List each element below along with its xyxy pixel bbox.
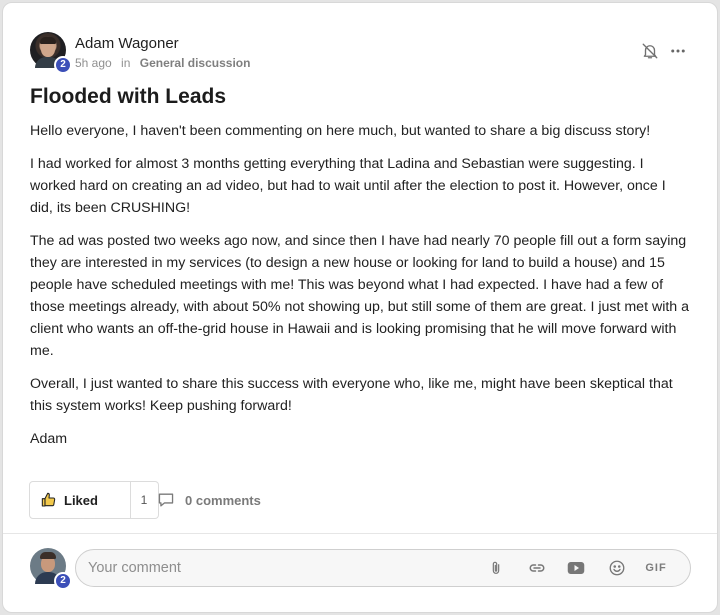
thumbs-up-icon <box>41 492 57 508</box>
link-icon[interactable] <box>527 559 547 577</box>
attachment-icon[interactable] <box>486 559 506 577</box>
comment-box[interactable] <box>75 549 691 587</box>
comment-input[interactable] <box>88 550 468 586</box>
avatar-hair <box>40 552 56 559</box>
like-label: Liked <box>64 492 98 508</box>
post-card <box>2 2 718 613</box>
current-user-avatar[interactable] <box>30 548 66 584</box>
emoji-icon[interactable] <box>607 559 627 577</box>
more-options-icon[interactable] <box>669 42 687 60</box>
section-divider <box>3 533 717 534</box>
post-title: Flooded with Leads <box>30 85 227 108</box>
current-user-level-badge: 2 <box>54 572 72 590</box>
post-paragraph: The ad was posted two weeks ago now, and since then I have had nearly 70 people fill out a form saying they are interested in my services (to design a new house or looking for land to build a house) and 15 people have scheduled meetings with me! This was beyond what I had expected. I have had a few of those meetings already, with about 50% not showing up, but still some of them are great. I just met with a client who wants an off-the-grid house in Hawaii and is looking promising that he will move forward with me. <box>30 233 690 359</box>
post-header <box>30 32 687 72</box>
meta-in-word: in <box>121 56 131 70</box>
post-paragraph: I had worked for almost 3 months getting everything that Ladina and Sebastian were suggesting. I worked hard on creating an ad video, but had to wait until after the election to post it. However, once I did, its been CRUSHING! <box>30 156 666 216</box>
post-category[interactable]: General discussion <box>139 56 251 70</box>
post-body <box>30 120 690 461</box>
author-avatar[interactable] <box>30 32 66 68</box>
comments-button[interactable] <box>157 481 277 519</box>
author-name[interactable]: Adam Wagoner <box>75 35 179 52</box>
like-count[interactable]: 1 <box>130 481 159 519</box>
post-meta <box>75 56 250 70</box>
comment-composer <box>30 548 687 588</box>
author-level-badge: 2 <box>54 56 72 74</box>
like-button[interactable] <box>29 481 131 519</box>
bell-icon[interactable] <box>641 42 659 60</box>
post-timestamp: 5h ago <box>75 56 112 70</box>
gif-button[interactable]: GIF <box>645 562 667 574</box>
comment-bubble-icon <box>157 492 175 508</box>
post-signature: Adam <box>30 431 68 447</box>
post-paragraph: Overall, I just wanted to share this success with everyone who, like me, might have been skeptical that this system works! Keep pushing forward! <box>30 376 673 414</box>
comments-count-label: 0 comments <box>185 492 261 508</box>
post-paragraph: Hello everyone, I haven't been commenting on here much, but wanted to share a big discuss story! <box>30 123 651 139</box>
video-icon[interactable] <box>566 559 586 577</box>
avatar-hair <box>40 37 56 44</box>
